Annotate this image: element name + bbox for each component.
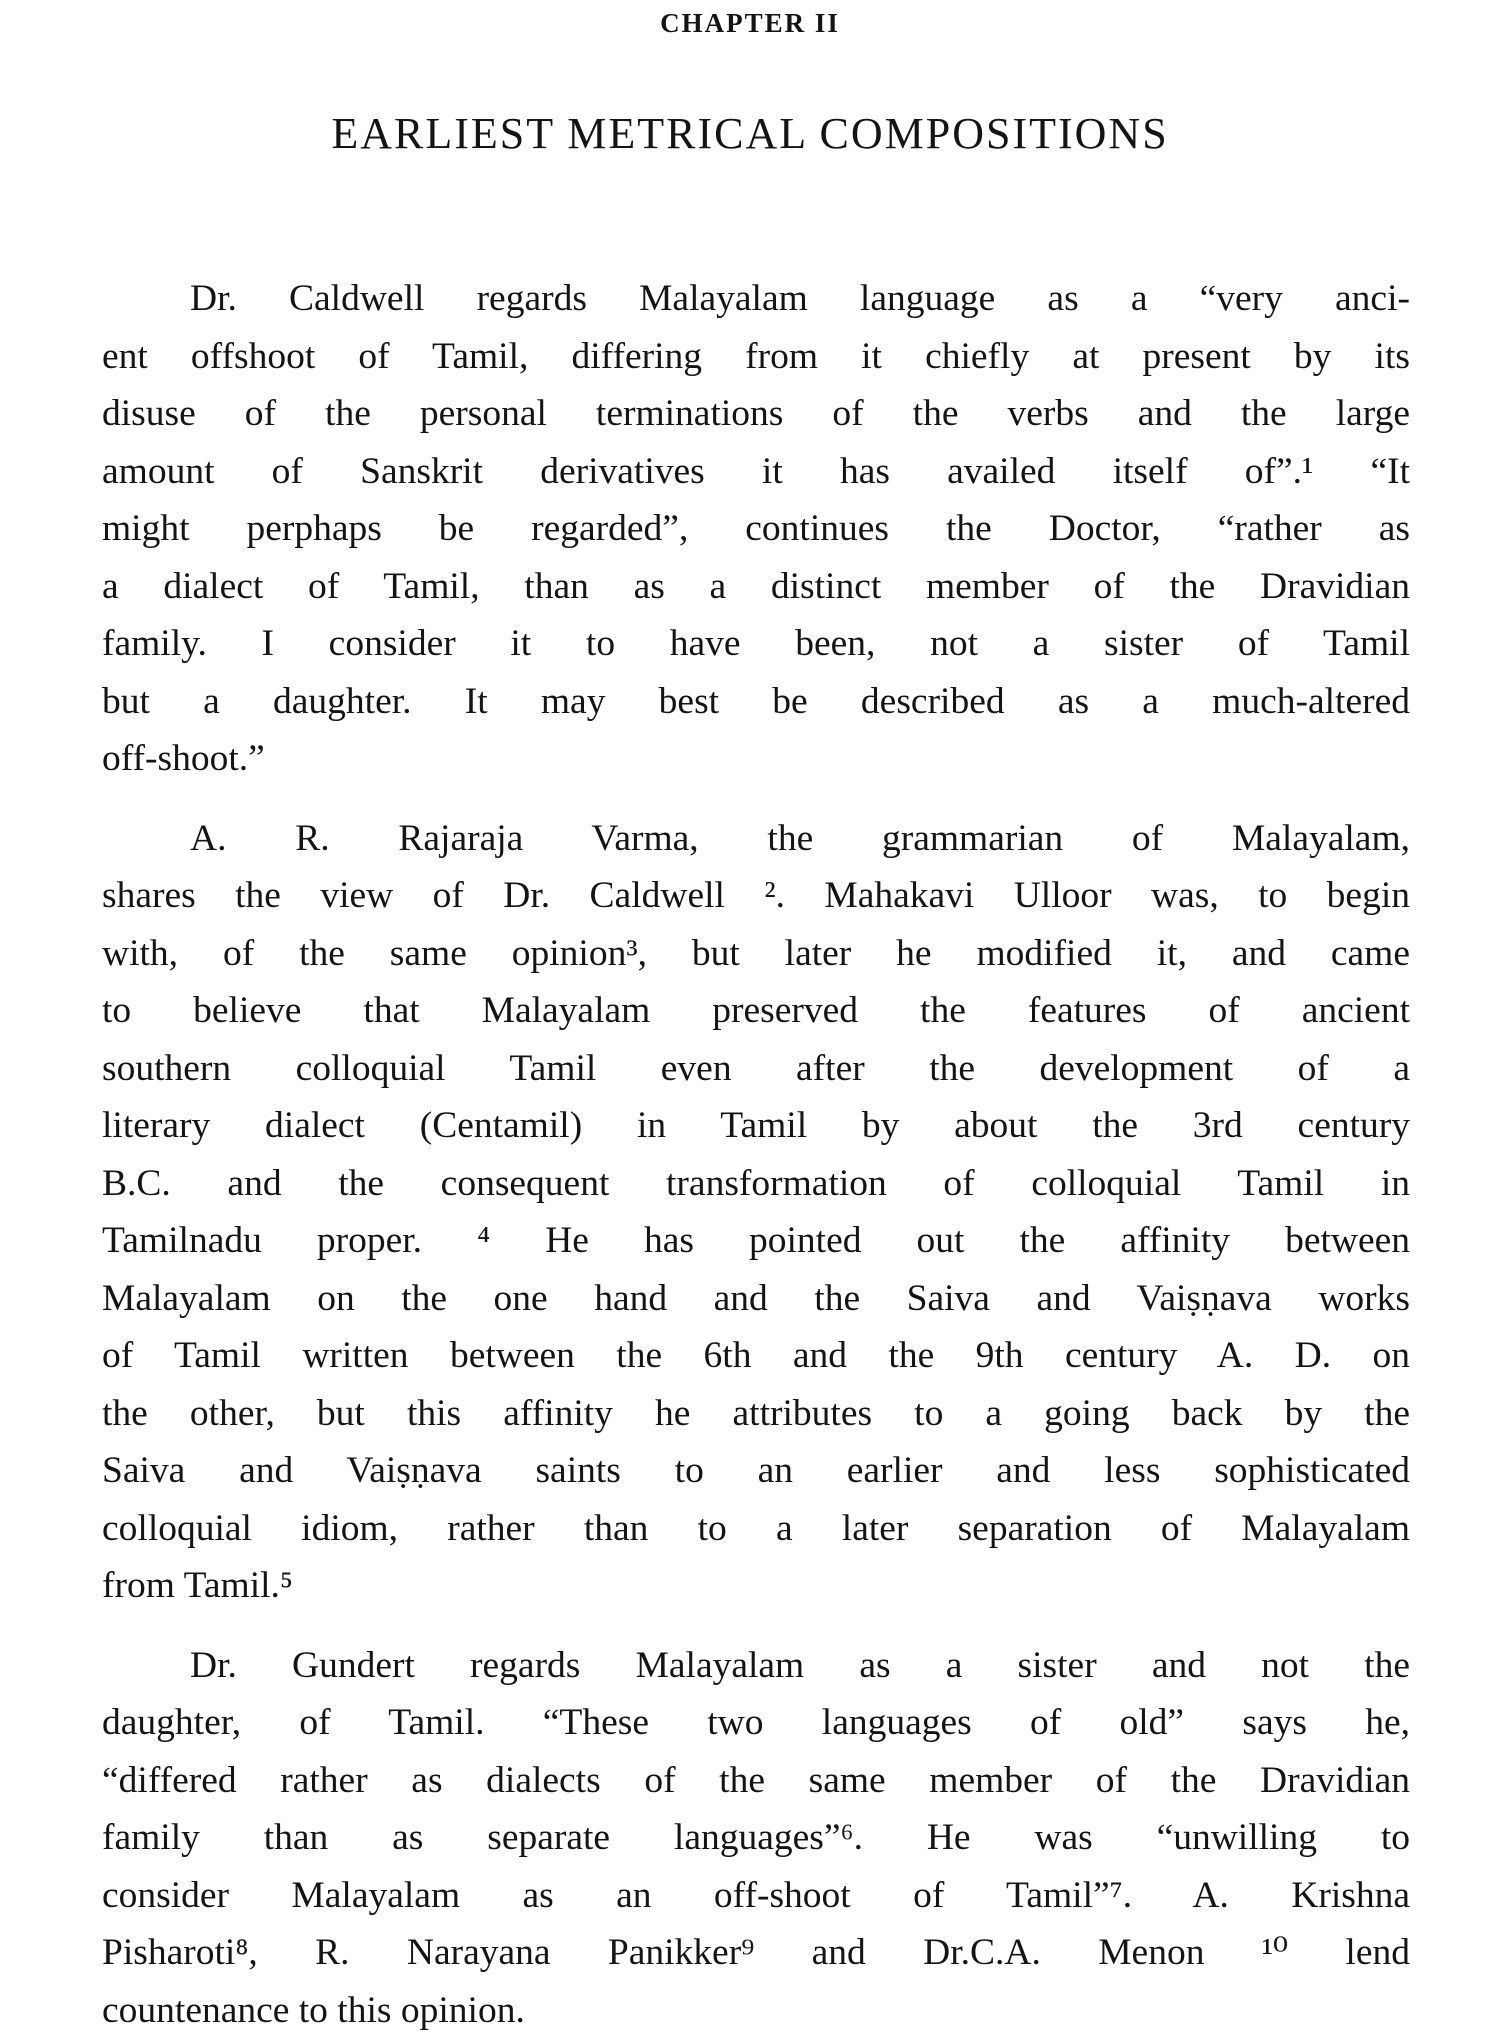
body-text bbox=[102, 270, 1410, 2039]
text-line: but a daughter. It may best be described as a much-altered bbox=[102, 673, 1410, 731]
text-line: southern colloquial Tamil even after the development of a bbox=[102, 1040, 1410, 1098]
text-line: colloquial idiom, rather than to a later separation of Malayalam bbox=[102, 1500, 1410, 1558]
text-line: B.C. and the consequent transformation of colloquial Tamil in bbox=[102, 1155, 1410, 1213]
text-line: family than as separate languages”⁶. He was “unwilling to bbox=[102, 1809, 1410, 1867]
text-line: “differed rather as dialects of the same member of the Dravidian bbox=[102, 1752, 1410, 1810]
text-line: of Tamil written between the 6th and the 9th century A. D. on bbox=[102, 1327, 1410, 1385]
text-line: Saiva and Vaiṣṇava saints to an earlier and less sophisticated bbox=[102, 1442, 1410, 1500]
text-line: consider Malayalam as an off-shoot of Tamil”⁷. A. Krishna bbox=[102, 1867, 1410, 1925]
text-line: the other, but this affinity he attributes to a going back by the bbox=[102, 1385, 1410, 1443]
text-line: Dr. Gundert regards Malayalam as a sister and not the bbox=[102, 1637, 1410, 1695]
text-line: to believe that Malayalam preserved the features of ancient bbox=[102, 982, 1410, 1040]
text-line: ent offshoot of Tamil, differing from it chiefly at present by its bbox=[102, 328, 1410, 386]
text-line: Pisharoti⁸, R. Narayana Panikker⁹ and Dr.C.A. Menon ¹⁰ lend bbox=[102, 1924, 1410, 1982]
text-line: family. I consider it to have been, not a sister of Tamil bbox=[102, 615, 1410, 673]
text-line: from Tamil.⁵ bbox=[102, 1557, 1410, 1615]
text-line: countenance to this opinion. bbox=[102, 1982, 1410, 2039]
text-line: Dr. Caldwell regards Malayalam language as a “very anci- bbox=[102, 270, 1410, 328]
text-line: a dialect of Tamil, than as a distinct member of the Dravidian bbox=[102, 558, 1410, 616]
text-line: literary dialect (Centamil) in Tamil by about the 3rd century bbox=[102, 1097, 1410, 1155]
text-line: disuse of the personal terminations of the verbs and the large bbox=[102, 385, 1410, 443]
text-line: A. R. Rajaraja Varma, the grammarian of Malayalam, bbox=[102, 810, 1410, 868]
text-line: amount of Sanskrit derivatives it has availed itself of”.¹ “It bbox=[102, 443, 1410, 501]
text-line: off-shoot.” bbox=[102, 730, 1410, 788]
text-line: Malayalam on the one hand and the Saiva and Vaiṣṇava works bbox=[102, 1270, 1410, 1328]
text-line: Tamilnadu proper. ⁴ He has pointed out the affinity between bbox=[102, 1212, 1410, 1270]
text-line: shares the view of Dr. Caldwell ². Mahakavi Ulloor was, to begin bbox=[102, 867, 1410, 925]
paragraph-caldwell bbox=[102, 270, 1410, 788]
text-line: might perphaps be regarded”, continues the Doctor, “rather as bbox=[102, 500, 1410, 558]
paragraph-rajaraja-varma bbox=[102, 810, 1410, 1615]
chapter-label: CHAPTER II bbox=[0, 8, 1500, 39]
text-line: with, of the same opinion³, but later he modified it, and came bbox=[102, 925, 1410, 983]
chapter-title: EARLIEST METRICAL COMPOSITIONS bbox=[0, 108, 1500, 159]
text-line: daughter, of Tamil. “These two languages of old” says he, bbox=[102, 1694, 1410, 1752]
paragraph-gundert bbox=[102, 1637, 1410, 2039]
